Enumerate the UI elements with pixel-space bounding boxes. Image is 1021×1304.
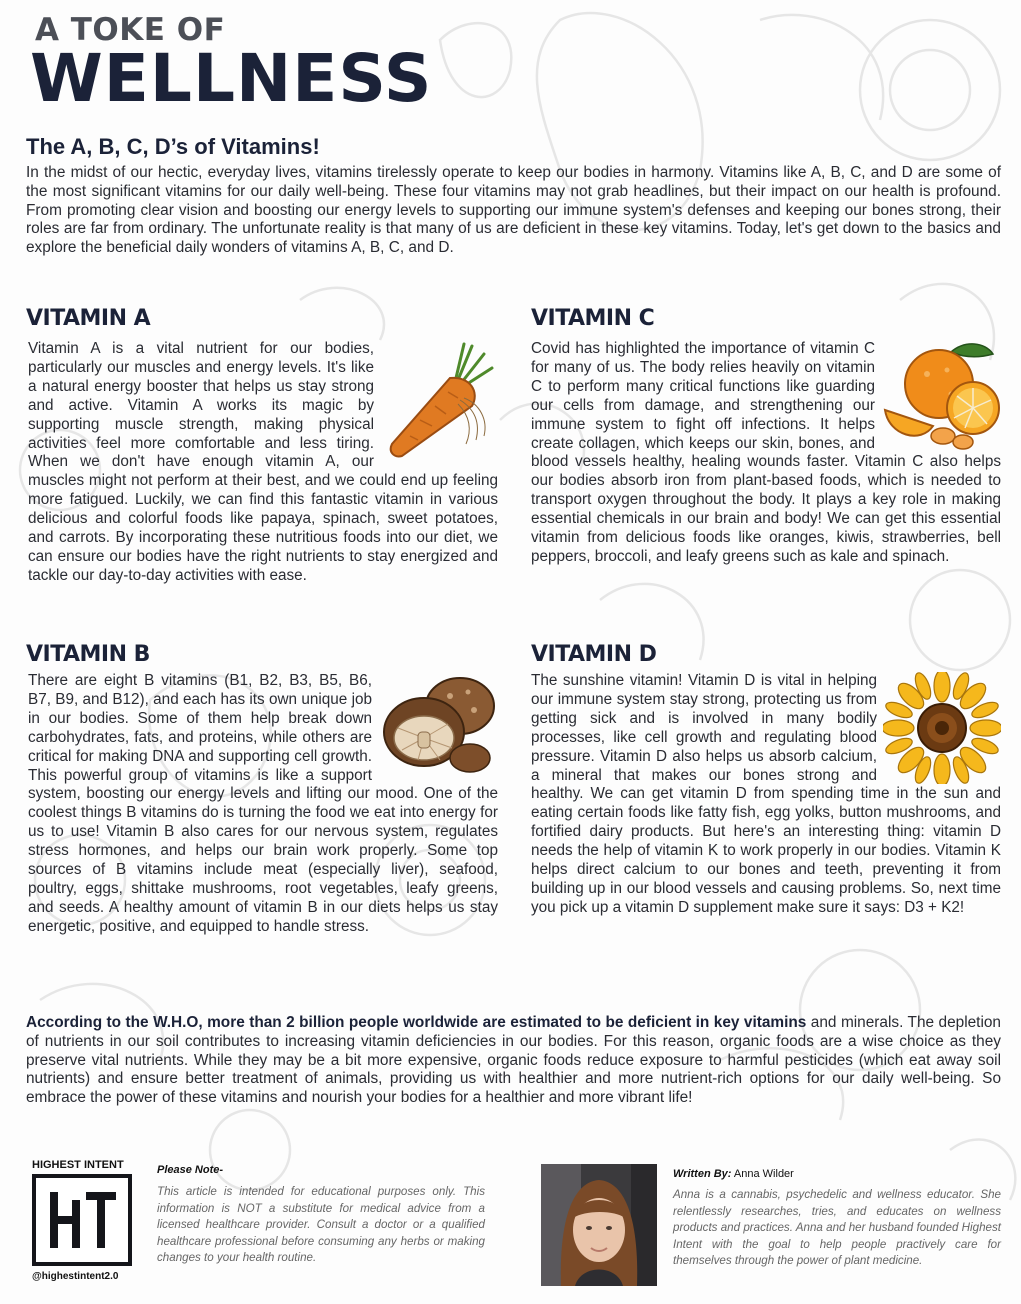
- vitamin-b-paragraph: There are eight B vitamins (B1, B2, B3, B5, B6, B7, B9, and B12), and each has its own unique job in our bodies. Some of them help break down carbohydrates, fats, and proteins, while others are critical for making DNA and supporting cell growth. This powerful group of vitamins is like a support system, boosting our energy levels and lifting our mood. One of the coolest things B vitamins do is turning the food we eat into energy for us to use! Vitamin B also cares for our nervous system, regulates stress hormones, and helps our brain work properly. Some top sources of B vitamins include meat (especially liver), seafood, poultry, eggs, shittake mushrooms, root vegetables, leafy greens, and seeds. A healthy amount of vitamin B in our diets helps us stay energetic, positive, and equipped to handle stress.: [28, 672, 498, 935]
- masthead-title: WELLNESS: [30, 40, 433, 117]
- vitamin-c-title: VITAMIN C: [531, 306, 655, 331]
- note-label: Please Note-: [157, 1164, 224, 1176]
- article-title: The A, B, C, D’s of Vitamins!: [26, 134, 320, 159]
- vitamin-d-title: VITAMIN D: [531, 642, 657, 667]
- vitamin-c-section: [531, 340, 1001, 567]
- vitamin-d-section: [531, 672, 1001, 918]
- vitamin-d-paragraph: The sunshine vitamin! Vitamin D is vital in helping our immune system stay strong, protecting us from getting sick and is involved in many bodily processes, like cell growth and regulating blood pressure. Vitamin D also helps us absorb calcium, a mineral that makes our bones strong and healthy. We can get vitamin D from spending time in the sun and eating certain foods like fatty fish, egg yolks, button mushrooms, and fortified dairy products. But here's an interesting thing: vitamin D needs the help of vitamin K to work properly in our bodies. Vitamin K helps direct calcium to our bones and teeth, preventing it from building up in our blood vessels and causing problems. So, next time you pick up a vitamin D supplement make sure it says: D3 + K2!: [531, 672, 1001, 916]
- summary-paragraph: [26, 1014, 1001, 1108]
- brand-handle: @highestintent2.0: [32, 1271, 119, 1282]
- written-by: [673, 1168, 794, 1180]
- author-bio: Anna is a cannabis, psychedelic and wellness educator. She relentlessly researches, tries, and educates on wellness products and practices. Anna and her husband founded Highest Intent with the goal to help people practively care for themselves through the power of plant medicine.: [673, 1188, 1001, 1268]
- intro-paragraph: In the midst of our hectic, everyday lives, vitamins tirelessly operate to keep our bodies in harmony. Vitamins like A, B, C, and D are some of the most significant vitamins for our daily well-being. These four vitamins may not grab headlines, but their impact on our health is profound. From promoting clear vision and boosting our energy levels to supporting our immune system's defenses and keeping our bones strong, their roles are far from ordinary. The unfortunate reality is that many of us are deficient in these key vitamins. Today, let's get down to the basics and explore the beneficial daily wonders of vitamins A, B, C, and D.: [26, 164, 1001, 257]
- summary-bold-lead: According to the W.H.O, more than 2 billion people worldwide are estimated to be deficient in key vitamins: [26, 1014, 807, 1031]
- vitamin-b-title: VITAMIN B: [26, 642, 150, 667]
- orange-icon: [881, 340, 1001, 452]
- disclaimer-text: This article is intended for educational purposes only. This information is NOT a substitute for medical advice from a licensed healthcare provider. Consult a doctor or a qualified healthcare professional before consuming any herbs or making changes to your health routine.: [157, 1185, 485, 1265]
- carrot-icon: [380, 340, 498, 458]
- brand-name: HIGHEST INTENT: [32, 1159, 124, 1171]
- vitamin-a-paragraph: Vitamin A is a vital nutrient for our bodies, particularly our muscles and energy levels. It's like a natural energy booster that helps us stay strong and active. Vitamin A works its magic by supporting muscle strength, making physical activities feel more comfortable and less tiring. When we don't have enough vitamin A, our muscles might not perform at their best, and we could end up feeling more fatigued. Luckily, we can find this fantastic vitamin in various delicious and colorful foods like papaya, spinach, sweet potatoes, and carrots. By incorporating these nutritious foods into our diet, we can ensure our bodies have the right nutrients to stay energized and tackle our day-to-day activities with ease.: [28, 340, 498, 584]
- author-photo: [541, 1164, 657, 1286]
- vitamin-a-title: VITAMIN A: [26, 306, 151, 331]
- summary-body: and minerals. The depletion of nutrients in our soil contributes to increasing vitamin deficiencies in our bodies. For this reason, organic foods are a wise choice as they preserve vital nutrients. While they may be a bit more expensive, organic foods reduce exposure to harmful pesticides (which eat away soil nutrients) and ensure better treatment of animals, providing us with healthier and more nutrient-rich options for our daily well-being. So embrace the power of these vitamins and nourish your bodies for a healthier and more vibrant life!: [26, 1014, 1001, 1107]
- vitamin-a-section: [28, 340, 498, 586]
- vitamin-b-section: [28, 672, 498, 937]
- masthead-line1: A TOKE OF: [35, 12, 226, 48]
- written-by-label: Written By:: [673, 1168, 732, 1180]
- highest-intent-logo-icon: [32, 1174, 132, 1266]
- author-name: Anna Wilder: [733, 1168, 794, 1180]
- sunflower-icon: [883, 672, 1001, 784]
- mushroom-icon: [378, 672, 498, 780]
- vitamin-c-paragraph: Covid has highlighted the importance of vitamin C for many of us. The body relies heavily on vitamin C to perform many critical functions like guarding our cells from damage, and strengthening our immune system to fight off infections. It helps create collagen, which keeps our skin, bones, and blood vessels healthy, healing wounds faster. Vitamin C also helps our bodies absorb iron from plant-based foods, which is needed to transport oxygen throughout the body. It plays a key role in making essential chemicals in our brain and body! We can get this essential vitamin from delicious foods like oranges, kiwis, strawberries, bell peppers, broccoli, and leafy greens such as kale and spinach.: [531, 340, 1001, 565]
